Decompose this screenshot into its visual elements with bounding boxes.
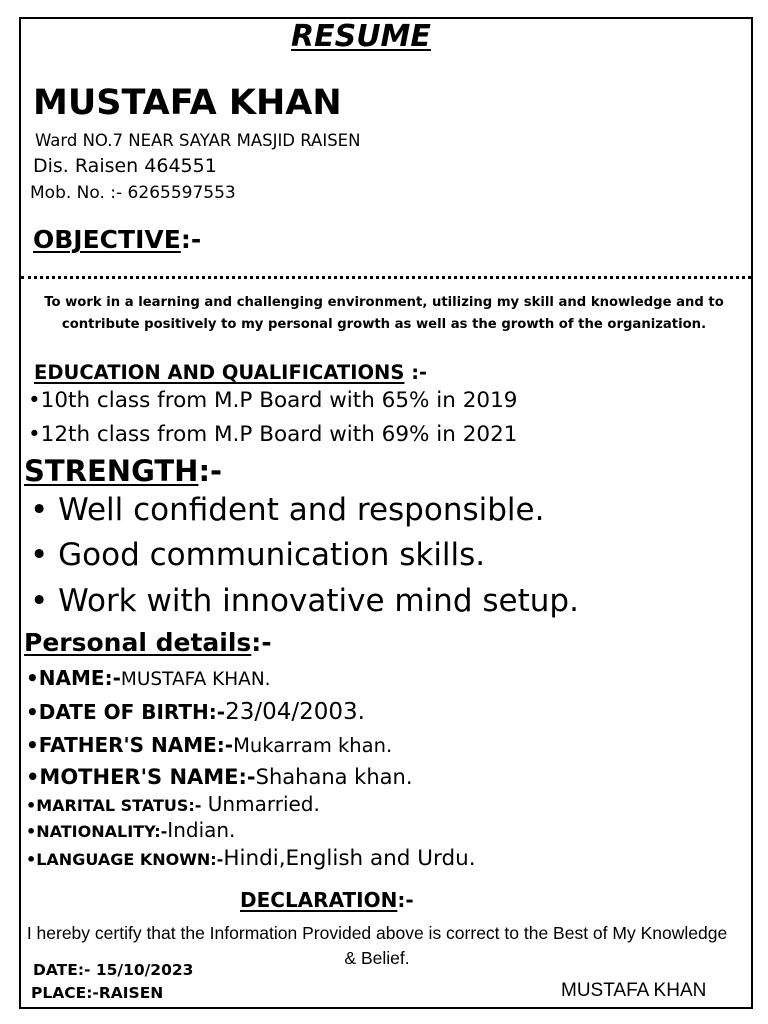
field-label: •MARITAL STATUS:- [26, 796, 202, 815]
strength-item: • Work with innovative mind setup. [30, 583, 579, 619]
field-label: •LANGUAGE KNOWN:- [26, 850, 224, 869]
strength-item: • Well confident and responsible. [30, 492, 545, 528]
candidate-name: MUSTAFA KHAN [33, 83, 342, 123]
date-field: DATE:- 15/10/2023 [33, 961, 194, 979]
personal-row-dob [26, 701, 365, 724]
education-item: •10th class from M.P Board with 65% in 2019 [28, 388, 518, 413]
personal-row-name [26, 668, 271, 690]
declaration-heading [240, 890, 414, 910]
declaration-text: I hereby certify that the Information Provided above is correct to the Best of My Knowledge & Belief. [26, 923, 728, 968]
objective-heading-suffix: :- [180, 225, 202, 254]
personal-row-mother [26, 767, 413, 788]
field-label: •FATHER'S NAME:- [26, 733, 234, 757]
strength-heading-text: STRENGTH [24, 454, 199, 488]
field-label: •MOTHER'S NAME:- [26, 765, 256, 789]
personal-row-language [26, 848, 476, 870]
mobile-number: Mob. No. :- 6265597553 [30, 183, 236, 203]
field-label: •DATE OF BIRTH:- [26, 700, 226, 724]
resume-title: RESUME [291, 19, 431, 54]
strength-heading [24, 454, 223, 488]
field-value: Indian. [167, 818, 236, 842]
personal-row-nationality [26, 820, 235, 840]
field-label: •NATIONALITY:- [26, 822, 168, 841]
objective-text: To work in a learning and challenging environment, utilizing my skill and knowledge and to contribute positively to my personal growth as well as the growth of the organization. [44, 295, 724, 332]
field-value: Hindi,English and Urdu. [223, 846, 476, 871]
field-value: MUSTAFA KHAN. [120, 669, 271, 690]
objective-heading-text: OBJECTIVE [33, 225, 181, 254]
field-value: Shahana khan. [255, 765, 413, 789]
personal-details-heading-suffix: :- [251, 628, 272, 657]
place-field: PLACE:-RAISEN [31, 984, 164, 1002]
field-value: 23/04/2003. [225, 699, 365, 725]
personal-details-heading [24, 630, 272, 655]
personal-details-heading-text: Personal details [24, 628, 252, 657]
education-heading-suffix: :- [404, 361, 428, 384]
declaration-heading-suffix: :- [397, 888, 414, 912]
education-heading [34, 363, 427, 383]
dotted-divider [21, 276, 751, 279]
personal-row-father [26, 735, 392, 756]
personal-row-marital [26, 794, 320, 814]
strength-heading-suffix: :- [198, 454, 223, 488]
objective-heading [33, 227, 201, 252]
field-value: Unmarried. [201, 792, 320, 816]
field-value: Mukarram khan. [233, 734, 393, 757]
declaration-heading-text: DECLARATION [240, 888, 398, 912]
strength-item: • Good communication skills. [30, 537, 486, 573]
address-line-2: Dis. Raisen 464551 [33, 155, 217, 177]
address-line-1: Ward NO.7 NEAR SAYAR MASJID RAISEN [35, 131, 361, 150]
education-item: •12th class from M.P Board with 69% in 2021 [28, 422, 518, 447]
field-label: •NAME:- [26, 666, 121, 690]
signature-name: MUSTAFA KHAN [561, 980, 707, 1001]
education-heading-text: EDUCATION AND QUALIFICATIONS [34, 361, 405, 384]
